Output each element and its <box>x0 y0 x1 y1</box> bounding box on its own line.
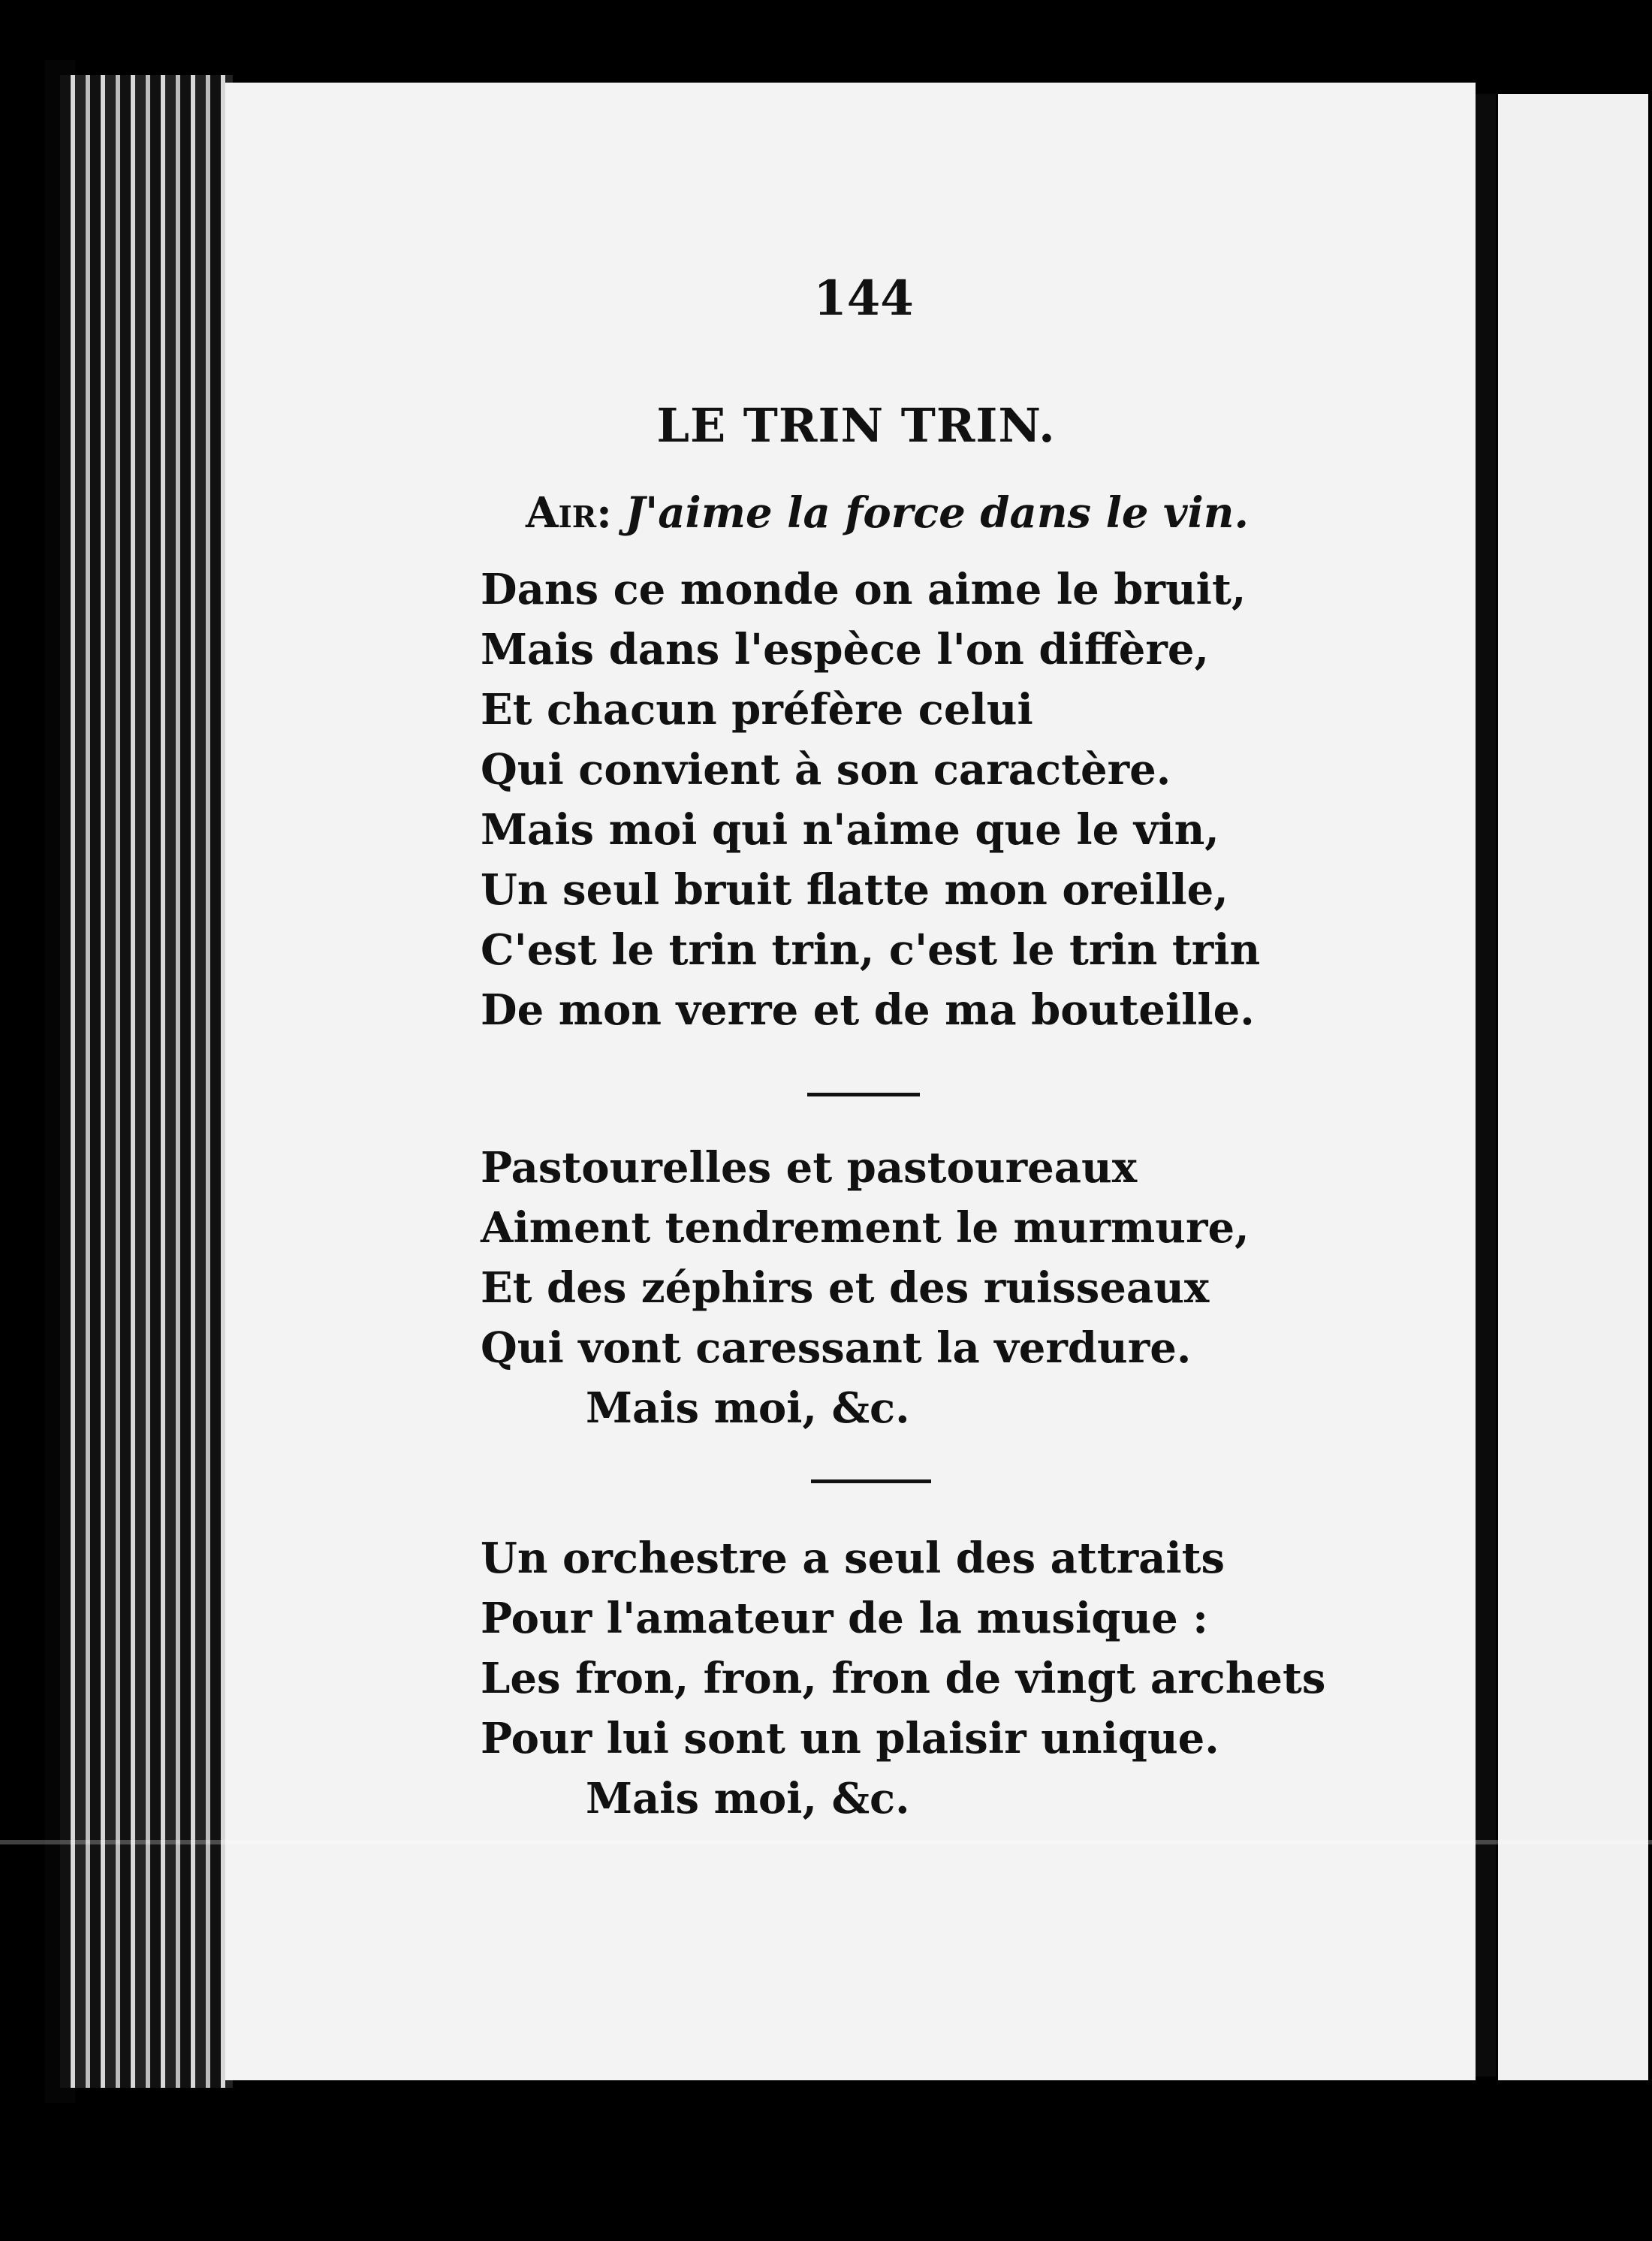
stanza-1 <box>481 559 1260 1040</box>
section-divider <box>807 1093 920 1096</box>
air-tune: J'aime la force dans le vin. <box>625 488 1249 538</box>
verse-line: De mon verre et de ma bouteille. <box>481 985 1255 1035</box>
refrain-line: Mais moi, &c. <box>586 1774 910 1823</box>
stanza-2 <box>481 1138 1250 1438</box>
refrain-line: Mais moi, &c. <box>586 1383 910 1433</box>
verse-line: Qui vont caressant la verdure. <box>481 1323 1192 1373</box>
verse-line: Et chacun préfère celui <box>481 685 1033 734</box>
verse-line: C'est le trin trin, c'est le trin trin <box>481 925 1261 975</box>
verse-line: Un seul bruit flatte mon oreille, <box>481 865 1228 915</box>
verse-line: Qui convient à son caractère. <box>481 745 1171 795</box>
verse-line: Pastourelles et pastoureaux <box>481 1143 1138 1193</box>
air-line <box>526 488 1249 538</box>
page-edges <box>60 75 233 2088</box>
verse-line: Et des zéphirs et des ruisseaux <box>481 1263 1210 1313</box>
verse-line: Les fron, fron, fron de vingt archets <box>481 1654 1326 1703</box>
facing-page <box>1498 94 1648 2080</box>
verse-line: Un orchestre a seul des attraits <box>481 1534 1225 1583</box>
air-label: Air: <box>526 488 612 538</box>
verse-line: Mais moi qui n'aime que le vin, <box>481 805 1219 855</box>
verse-line: Aiment tendrement le murmure, <box>481 1203 1250 1253</box>
song-title: LE TRIN TRIN. <box>656 398 1056 453</box>
stanza-3 <box>481 1528 1325 1829</box>
page-number: 144 <box>813 270 914 327</box>
verse-line: Pour l'amateur de la musique : <box>481 1594 1208 1643</box>
verse-line: Dans ce monde on aime le bruit, <box>481 565 1247 614</box>
verse-line: Mais dans l'espèce l'on diffère, <box>481 625 1209 674</box>
scan-artifact <box>0 1840 1652 1844</box>
section-divider <box>811 1479 931 1483</box>
verse-line: Pour lui sont un plaisir unique. <box>481 1714 1219 1763</box>
